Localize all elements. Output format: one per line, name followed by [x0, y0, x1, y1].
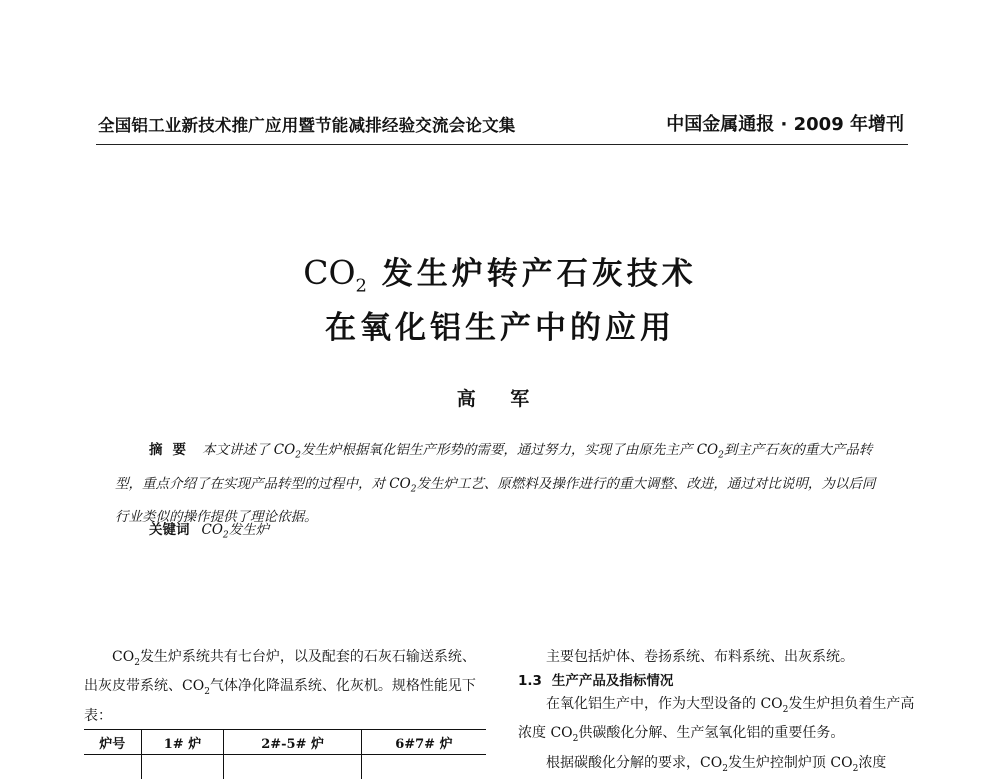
table-cell	[224, 755, 361, 780]
intro-paragraph	[84, 646, 486, 728]
section-title: 生产产品及指标情况	[551, 672, 674, 689]
sub-2: 2	[204, 687, 210, 698]
sub-2: 2	[718, 450, 724, 461]
table-header-row	[84, 730, 486, 755]
sub-2: 2	[134, 657, 140, 668]
spec-table	[84, 729, 486, 779]
abstract-text-d: 发生炉工艺、原燃料及操作进行的重大调整、改进，通过对比说明，为以后同行业类似的操作提供了理论依据。	[115, 475, 876, 526]
right-text-2a: 在氧化铝生产中，作为大型设备的 CO	[546, 696, 783, 712]
keywords-value-a: CO	[201, 522, 223, 538]
author-name: 高 军	[456, 388, 544, 410]
abstract-text-c: 到主产石灰的重大产品转型，重点介绍了在实现产品转型的过程中，对 CO	[115, 442, 873, 492]
page-header-left: 全国铝工业新技术推广应用暨节能减排经验交流会论文集	[98, 116, 516, 135]
right-text-2c: 供碳酸化分解、生产氢氧化铝的重要任务。	[578, 725, 845, 742]
table-cell	[84, 755, 141, 780]
keywords-value-b: 发生炉	[228, 522, 270, 538]
header-rule	[96, 144, 908, 145]
left-text-b: 发生炉系统共有七台炉，以及配套的石灰石输送系统、出灰皮带系统、CO	[84, 649, 476, 695]
table-cell	[141, 755, 224, 780]
left-text-a: CO	[112, 649, 135, 665]
section-heading	[518, 670, 918, 694]
table-header-cell: 1# 炉	[141, 730, 224, 755]
title-subscript: 2	[355, 275, 367, 297]
right-paragraph-1: 主要包括炉体、卷扬系统、布料系统、出灰系统。	[546, 649, 854, 665]
keywords	[149, 518, 269, 541]
title-line-1-rest: 发生炉转产石灰技术	[381, 256, 697, 292]
right-text-3c: 浓度	[858, 754, 887, 771]
title-co-text: CO	[303, 253, 356, 292]
sub-2: 2	[222, 530, 229, 541]
sub-2: 2	[295, 450, 301, 461]
abstract-text-a: 本文讲述了 CO	[202, 442, 296, 458]
page-header-right: 中国金属通报 · 2009 年增刊	[666, 114, 904, 135]
paper-title-line-1	[0, 248, 1000, 297]
right-column	[518, 646, 918, 781]
left-text-c: 气体净化降温系统、化灰机。规格性能见下表：	[84, 678, 476, 724]
sub-2: 2	[722, 763, 728, 774]
table-header-cell: 2#-5# 炉	[224, 730, 361, 755]
section-number: 1.3	[518, 672, 542, 689]
right-text-3a: 根据碳酸化分解的要求，CO	[546, 754, 723, 771]
table-header-cell: 6#7# 炉	[361, 730, 486, 755]
paper-title-line-2: 在氧化铝生产中的应用	[325, 310, 675, 346]
keywords-label: 关键词	[149, 522, 190, 538]
abstract-text-b: 发生炉根据氧化铝生产形势的需要，通过努力，实现了由原先主产 CO	[300, 442, 719, 458]
sub-2: 2	[852, 763, 859, 774]
right-text-2b: 发生炉担负着生产高浓度 CO	[518, 696, 915, 742]
table-row	[84, 755, 486, 780]
right-paragraph-3	[518, 752, 918, 781]
sub-2: 2	[782, 704, 789, 715]
sub-2: 2	[410, 484, 417, 495]
table-cell	[361, 755, 486, 780]
left-column	[84, 646, 486, 728]
right-text-3b: 发生炉控制炉顶 CO	[727, 754, 853, 771]
abstract-label: 摘要	[149, 442, 196, 458]
table-header-cell: 炉号	[84, 730, 141, 755]
right-paragraph-2	[518, 693, 918, 752]
sub-2: 2	[572, 734, 579, 745]
